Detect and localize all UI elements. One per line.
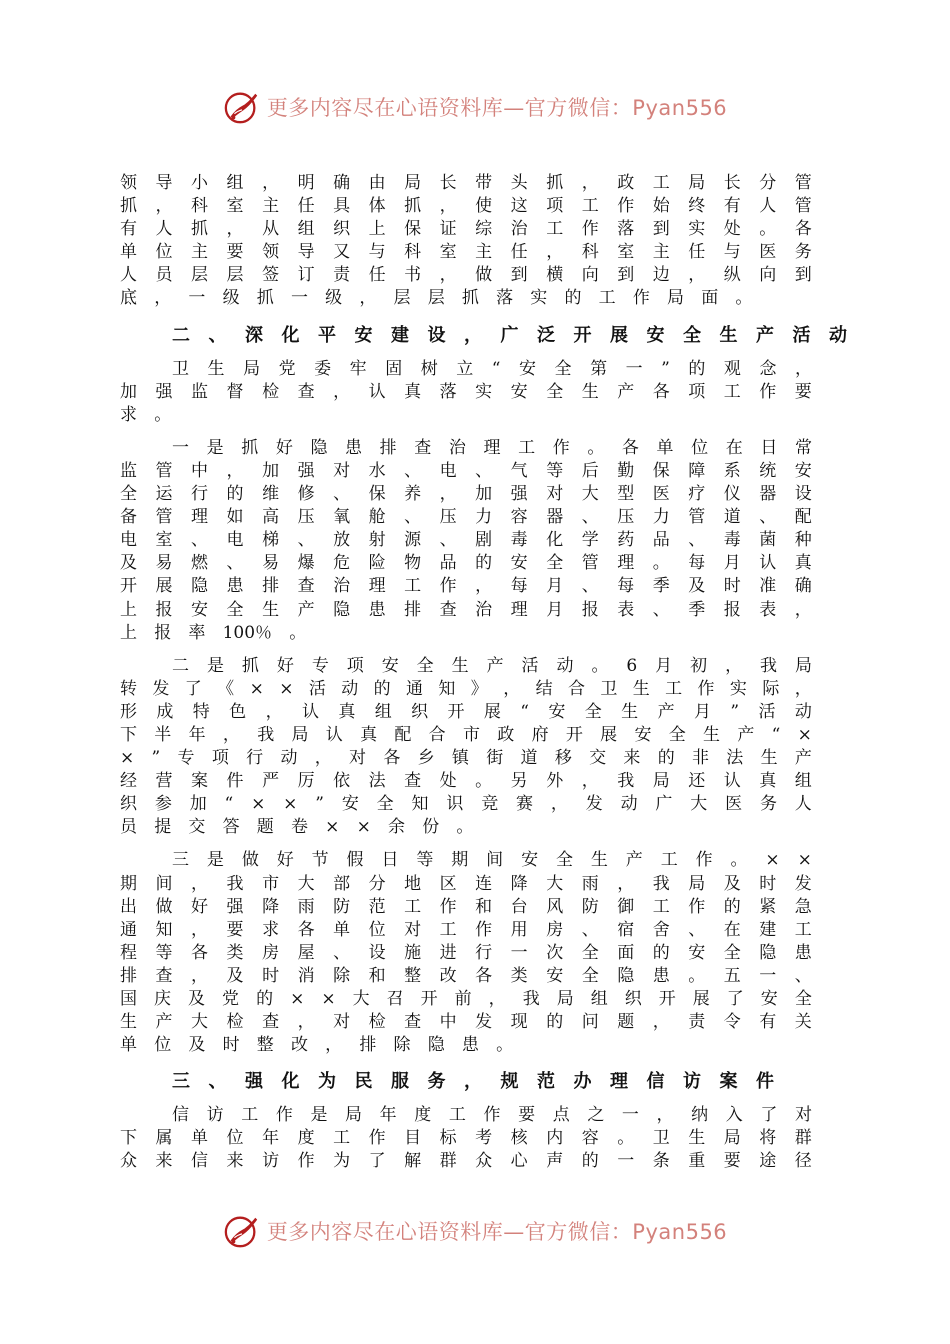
text-line: 一 是 抓 好 隐 患 排 查 治 理 工 作 。 各 单 位 在 日 常: [172, 437, 812, 458]
text-line: 众 来 信 来 访 作 为 了 解 群 众 心 声 的 一 条 重 要 途 径: [120, 1151, 812, 1172]
text-line: 有 人 抓 ， 从 组 织 上 保 证 综 治 工 作 落 到 实 处 。 各: [120, 219, 812, 240]
text-line: 上 报 安 全 生 产 隐 患 排 查 治 理 月 报 表 、 季 报 表 ，: [120, 599, 812, 620]
text-line: 卫 生 局 党 委 牢 固 树 立 “ 安 全 第 一 ” 的 观 念 ，: [172, 358, 812, 379]
text-line: 备 管 理 如 高 压 氧 舱 、 压 力 容 器 、 压 力 管 道 、 配: [120, 507, 812, 528]
text-line: 单 位 及 时 整 改 ， 排 除 隐 患 。: [120, 1035, 514, 1056]
text-line: 电 室 、 电 梯 、 放 射 源 、 剧 毒 化 学 药 品 、 毒 菌 种: [120, 530, 812, 551]
text-line: 程 等 各 类 房 屋 、 设 施 进 行 一 次 全 面 的 安 全 隐 患: [120, 942, 812, 963]
footer-watermark-banner: [0, 1208, 950, 1254]
header-watermark-banner: [0, 84, 950, 130]
text-line: 三 是 做 好 节 假 日 等 期 间 安 全 生 产 工 作 。 × ×: [172, 850, 812, 871]
text-line: × ” 专 项 行 动 ， 对 各 乡 镇 街 道 移 交 来 的 非 法 生 产: [120, 748, 812, 769]
text-line: 国 庆 及 党 的 × × 大 召 开 前 ， 我 局 组 织 开 展 了 安 全: [120, 989, 812, 1009]
text-line: 抓 ， 科 室 主 任 具 体 抓 ， 使 这 项 工 作 始 终 有 人 管: [120, 196, 812, 217]
text-line: 转 发 了 《 × × 活 动 的 通 知 》 ， 结 合 卫 生 工 作 实 际 ，: [120, 678, 812, 699]
text-line: 二 是 抓 好 专 项 安 全 生 产 活 动 。 6 月 初 ， 我 局: [172, 655, 812, 676]
text-line: 下 属 单 位 年 度 工 作 目 标 考 核 内 容 。 卫 生 局 将 群: [120, 1128, 812, 1149]
footer-watermark-text: 更多内容尽在心语资料库—官方微信：Pyan556: [266, 1220, 728, 1244]
text-line: 期 间 ， 我 市 大 部 分 地 区 连 降 大 雨 ， 我 局 及 时 发: [120, 873, 812, 894]
section-heading: 二 、 深 化 平 安 建 设 ， 广 泛 开 展 安 全 生 产 活 动: [172, 324, 847, 346]
text-line: 形 成 特 色 ， 认 真 组 织 开 展 “ 安 全 生 产 月 ” 活 动: [120, 701, 812, 722]
section-heading: 三 、 强 化 为 民 服 务 ， 规 范 办 理 信 访 案 件: [172, 1071, 774, 1093]
text-line: 领 导 小 组 ， 明 确 由 局 长 带 头 抓 ， 政 工 局 长 分 管: [120, 173, 812, 193]
text-line: 排 查 ， 及 时 消 除 和 整 改 各 类 安 全 隐 患 。 五 一 、: [120, 965, 812, 986]
text-line: 通 知 ， 要 求 各 单 位 对 工 作 用 房 、 宿 舍 、 在 建 工: [120, 919, 812, 940]
text-line: 加 强 监 督 检 查 ， 认 真 落 实 安 全 生 产 各 项 工 作 要: [120, 381, 812, 402]
text-line: 全 运 行 的 维 修 、 保 养 ， 加 强 对 大 型 医 疗 仪 器 设: [120, 484, 812, 505]
text-line: 人 员 层 层 签 订 责 任 书 ， 做 到 横 向 到 边 ， 纵 向 到: [120, 265, 812, 286]
text-line: 底 ， 一 级 抓 一 级 ， 层 层 抓 落 实 的 工 作 局 面 。: [120, 288, 753, 309]
document-body: [120, 172, 847, 1174]
text-line: 开 展 隐 患 排 查 治 理 工 作 ， 每 月 、 每 季 及 时 准 确: [120, 576, 812, 597]
text-line: 经 营 案 件 严 厉 依 法 查 处 。 另 外 ， 我 局 还 认 真 组: [120, 771, 812, 792]
text-line: 求 。: [120, 404, 172, 425]
text-line: 员 提 交 答 题 卷 × × 余 份 。: [120, 817, 474, 838]
text-line: 监 管 中 ， 加 强 对 水 、 电 、 气 等 后 勤 保 障 系 统 安: [120, 460, 812, 481]
text-line: 单 位 主 要 领 导 又 与 科 室 主 任 ， 科 室 主 任 与 医 务: [120, 242, 812, 263]
text-line: 生 产 大 检 查 ， 对 检 查 中 发 现 的 问 题 ， 责 令 有 关: [120, 1012, 812, 1033]
text-line: 出 做 好 强 降 雨 防 范 工 作 和 台 风 防 御 工 作 的 紧 急: [120, 896, 812, 917]
pen-logo-icon: [223, 88, 261, 126]
text-line: 织 参 加 “ × × ” 安 全 知 识 竞 赛 ， 发 动 广 大 医 务 人: [120, 794, 812, 815]
header-watermark-text: 更多内容尽在心语资料库—官方微信：Pyan556: [266, 96, 728, 120]
pen-logo-icon: [223, 1212, 261, 1250]
text-line: 下 半 年 ， 我 局 认 真 配 合 市 政 府 开 展 安 全 生 产 “ ×: [120, 724, 812, 745]
text-line: 信 访 工 作 是 局 年 度 工 作 要 点 之 一 ， 纳 入 了 对: [172, 1105, 812, 1126]
text-line: 及 易 燃 、 易 爆 危 险 物 品 的 安 全 管 理 。 每 月 认 真: [120, 553, 812, 574]
text-line: 上 报 率 100％ 。: [120, 622, 307, 643]
